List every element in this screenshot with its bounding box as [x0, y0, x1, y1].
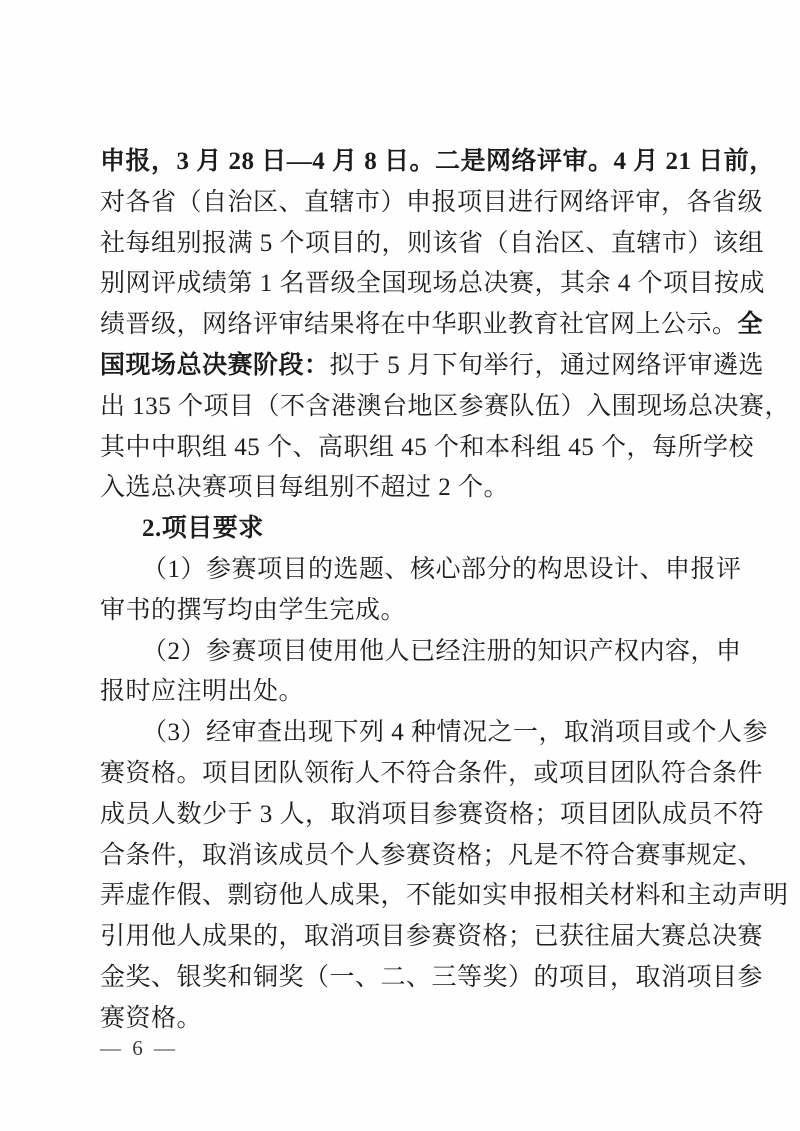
text-line	[100, 795, 765, 836]
text-segment: 报时应注明出处。	[100, 678, 305, 706]
bold-text-segment: 申报，3 月 28 日—4 月 8 日。二是网络评审。4 月 21 日前，	[100, 148, 775, 175]
bold-text-segment: 国现场总决赛阶段：	[100, 351, 330, 379]
text-segment: （3）经审查出现下列 4 种情况之一，取消项目或个人参	[142, 719, 769, 747]
text-line	[100, 428, 755, 469]
bold-text-segment: 全	[737, 311, 764, 339]
text-segment: 绩晋级，网络评审结果将在中华职业教育社官网上公示。	[100, 311, 738, 339]
text-line	[100, 305, 764, 346]
text-segment: 合条件，取消该成员个人参赛资格；凡是不符合赛事规定、	[100, 841, 764, 869]
text-segment: 别网评成绩第 1 名晋级全国现场总决赛，其余 4 个项目按成	[100, 270, 766, 298]
text-line	[100, 264, 766, 305]
text-line	[100, 346, 765, 387]
text-segment: 社每组别报满 5 个项目的，则该省（自治区、直辖市）该组	[100, 229, 765, 257]
text-line	[100, 591, 700, 632]
text-line	[100, 632, 742, 673]
text-line	[100, 224, 765, 265]
text-line	[100, 550, 742, 591]
document-body	[100, 142, 791, 1040]
text-segment: 审书的撰写均由学生完成。	[100, 596, 407, 624]
text-line	[100, 468, 700, 509]
text-line	[100, 754, 764, 795]
text-segment: 成员人数少于 3 人，取消项目参赛资格；项目团队成员不符	[100, 800, 765, 828]
text-line	[100, 387, 791, 428]
page-number: — 6 —	[100, 1036, 178, 1060]
text-line	[100, 836, 764, 877]
text-segment: 其中中职组 45 个、高职组 45 个和本科组 45 个，每所学校	[100, 433, 755, 461]
text-segment: 赛资格。	[100, 1004, 203, 1032]
text-line	[100, 142, 775, 183]
bold-text-segment: 2.项目要求	[142, 515, 264, 543]
text-segment: 出 135 个项目（不含港澳台地区参赛队伍）入围现场总决赛，	[100, 392, 791, 420]
text-line	[100, 876, 789, 917]
text-line	[100, 183, 764, 224]
text-line	[100, 958, 764, 999]
text-line	[100, 999, 700, 1040]
text-segment: 引用他人成果的，取消项目参赛资格；已获往届大赛总决赛	[100, 923, 764, 951]
text-line	[100, 917, 764, 958]
text-segment: 弄虚作假、剽窃他人成果，不能如实申报相关材料和主动声明	[100, 882, 789, 910]
text-segment: （1）参赛项目的选题、核心部分的构思设计、申报评	[142, 555, 742, 583]
text-segment: 赛资格。项目团队领衔人不符合条件，或项目团队符合条件	[100, 759, 764, 787]
text-segment: （2）参赛项目使用他人已经注册的知识产权内容，申	[142, 637, 742, 665]
text-line	[100, 672, 700, 713]
text-line	[100, 509, 700, 550]
text-line	[100, 713, 769, 754]
text-segment: 拟于 5 月下旬举行，通过网络评审遴选	[329, 351, 765, 379]
text-segment: 入选总决赛项目每组别不超过 2 个。	[100, 474, 510, 502]
text-segment: 金奖、银奖和铜奖（一、二、三等奖）的项目，取消项目参	[100, 963, 764, 991]
text-segment: 对各省（自治区、直辖市）申报项目进行网络评审，各省级	[100, 188, 764, 216]
